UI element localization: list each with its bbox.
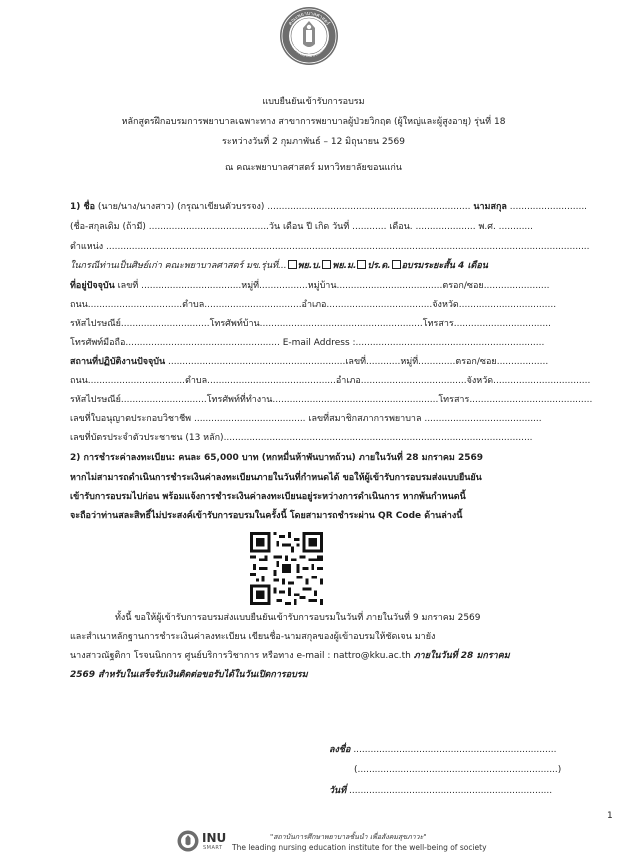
course-venue: ณ คณะพยาบาลศาสตร์ มหาวิทยาลัยขอนแก่น [225,163,402,173]
printed-name-field[interactable]: (......................................................................) [354,765,562,775]
notice-line-4: 2569 สำหรับในเสร็จรับเงินติดต่อขอรับได้ในวันเปิดการอบรม [70,670,308,680]
signature-field[interactable]: ....................................................................... [353,745,557,755]
date-row[interactable] [329,785,552,797]
address-label: ที่อยู่ปัจจุบัน [70,281,115,291]
option-bsn: พย.บ. [297,261,322,271]
row-mobile-email[interactable]: โทรศัพท์มือถือ...................................................... E-mail Address :.................................................................. [70,338,545,348]
date-label: วันที่ [329,786,347,796]
payment-note-1: หากไม่สามารถดำเนินการชำระเงินค่าลงทะเบียนภายในวันที่กำหนดได้ ขอให้ผู้เข้ารับการอบรมส่งแบบยืนยัน [70,473,482,483]
workplace-field[interactable]: ..............................................................เลขที่............หมู่ที่.............ตรอก/ซอย.................. [165,357,549,367]
row-license-member[interactable]: เลขที่ใบอนุญาตประกอบวิชาชีพ ....................................... เลขที่สมาชิกสภาการพยาบาล ......................................... [70,414,542,424]
signature-row[interactable] [329,744,556,756]
logo-text-top: คณะพยาบาลศาสตร์ [287,10,331,27]
workplace-label: สถานที่ปฏิบัติงานปัจจุบัน [70,357,166,367]
row-postal-phone[interactable]: รหัสไปรษณีย์...............................โทรศัพท์บ้าน.........................................................โทรสาร.................................. [70,319,551,329]
option-phd: ปร.ด. [367,261,391,271]
notice-line-2: และสำเนาหลักฐานการชำระเงินค่าลงทะเบียน เขียนชื่อ-นามสกุลของผู้เข้าอบรมให้ชัดเจน มายัง [70,632,436,642]
checkbox-bsn[interactable] [288,260,297,269]
footer-slogan-en: The leading nursing education institute for the well-being of society [232,843,487,852]
notice-line-3 [70,650,510,662]
row-workplace[interactable] [70,356,548,368]
payment-fee: 2) การชำระค่าลงทะเบียน: คนละ 65,000 บาท (หกหมื่นห้าพันบาทถ้วน) ภายในวันที่ 28 มกราคม 2569 [70,453,484,463]
surname-label: นามสกุล [473,202,507,212]
address-field[interactable]: เลขที่ ...................................หมู่ที่.................หมู่บ้าน.....................................ตรอก/ซอย....................... [114,281,550,291]
footer-brand: INU [202,831,227,845]
payment-note-3: จะถือว่าท่านสละสิทธิ์ไม่ประสงค์เข้ารับการอบรมในครั้งนี้ โดยสามารถชำระผ่าน QR Code ด้านล่างนี้ [70,511,463,521]
footer-slogan-th: "สถาบันการศึกษาพยาบาลชั้นนำ เพื่อสังคมสุขภาวะ" [270,833,427,841]
row-road-district[interactable]: ถนน.................................ตำบล..................................อำเภอ.....................................จังหวัด.................................. [70,300,557,310]
alumni-label[interactable]: ในกรณีท่านเป็นศิษย์เก่า คณะพยาบาลศาสตร์ มข.รุ่นที่... [70,261,287,271]
payment-qr-code[interactable] [250,532,323,605]
footer-seal-icon [177,830,199,852]
row-address[interactable] [70,280,550,292]
row-position[interactable]: ตำแหน่ง ......................................................................................................................................................................... [70,242,590,252]
logo-text-bottom: มหาวิทยาลัยขอนแก่น [290,44,328,60]
page-number: 1 [607,811,613,821]
checkbox-msn[interactable] [322,260,331,269]
date-field[interactable]: ....................................................................... [349,786,553,796]
course-dates: ระหว่างวันที่ 2 กุมภาพันธ์ – 12 มิถุนายน 2569 [222,137,405,147]
notice-deadline: ภายในวันที่ 28 มกราคม [413,651,510,661]
name-field[interactable]: (นาย/นาง/นางสาว) (กรุณาเขียนตัวบรรจง) ....................................................................... [97,202,471,212]
name-label: 1) ชื่อ [70,202,96,212]
checkbox-short-course[interactable] [392,260,401,269]
row-work-road-district[interactable]: ถนน..................................ตำบล.............................................อำเภอ.....................................จังหวัด.................................. [70,376,591,386]
option-msn: พย.ม. [332,261,357,271]
option-short-course: อบรมระยะสั้น 4 เดือน [401,261,488,271]
notice-contact: นางสาวณัฐติกา โรจนนิกการ ศูนย์บริการวิชาการ หรือทาง e-mail : nattro@kku.ac.th [70,651,414,661]
form-title: แบบยืนยันเข้ารับการอบรม [262,97,365,107]
row-alumni [70,260,488,272]
row-national-id[interactable]: เลขที่บัตรประจำตัวประชาชน (13 หลัก)............................................................................................................ [70,433,533,443]
row-work-postal-phone[interactable]: รหัสไปรษณีย์..............................โทรศัพท์ที่ทำงาน..........................................................โทรสาร........................................... [70,395,593,405]
course-title: หลักสูตรฝึกอบรมการพยาบาลเฉพาะทาง สาขาการพยาบาลผู้ป่วยวิกฤต (ผู้ใหญ่และผู้สูงอายุ) รุ่นที่ 18 [121,117,506,127]
notice-line-1: ทั้งนี้ ขอให้ผู้เข้ารับการอบรมส่งแบบยืนยันเข้ารับการอบรมในวันที่ ภายในวันที่ 9 มกราคม 2569 [115,613,481,623]
row-name[interactable] [70,201,587,213]
faculty-seal-logo [279,6,339,66]
footer-brand-sub: SMART [203,845,223,851]
surname-field[interactable]: ........................... [509,202,588,212]
row-former-name-birthdate[interactable]: (ชื่อ-สกุลเดิม (ถ้ามี) ..........................................วัน เดือน ปี เกิด วันที่ ............ เดือน. ..................... พ.ศ. ............ [70,222,534,232]
payment-note-2: เข้ารับการอบรมไปก่อน พร้อมแจ้งการชำระเงินค่าลงทะเบียนอยู่ระหว่างการดำเนินการ หากพ้นกำหนดนี้ [70,492,466,502]
signature-label: ลงชื่อ [329,745,351,755]
checkbox-phd[interactable] [357,260,366,269]
